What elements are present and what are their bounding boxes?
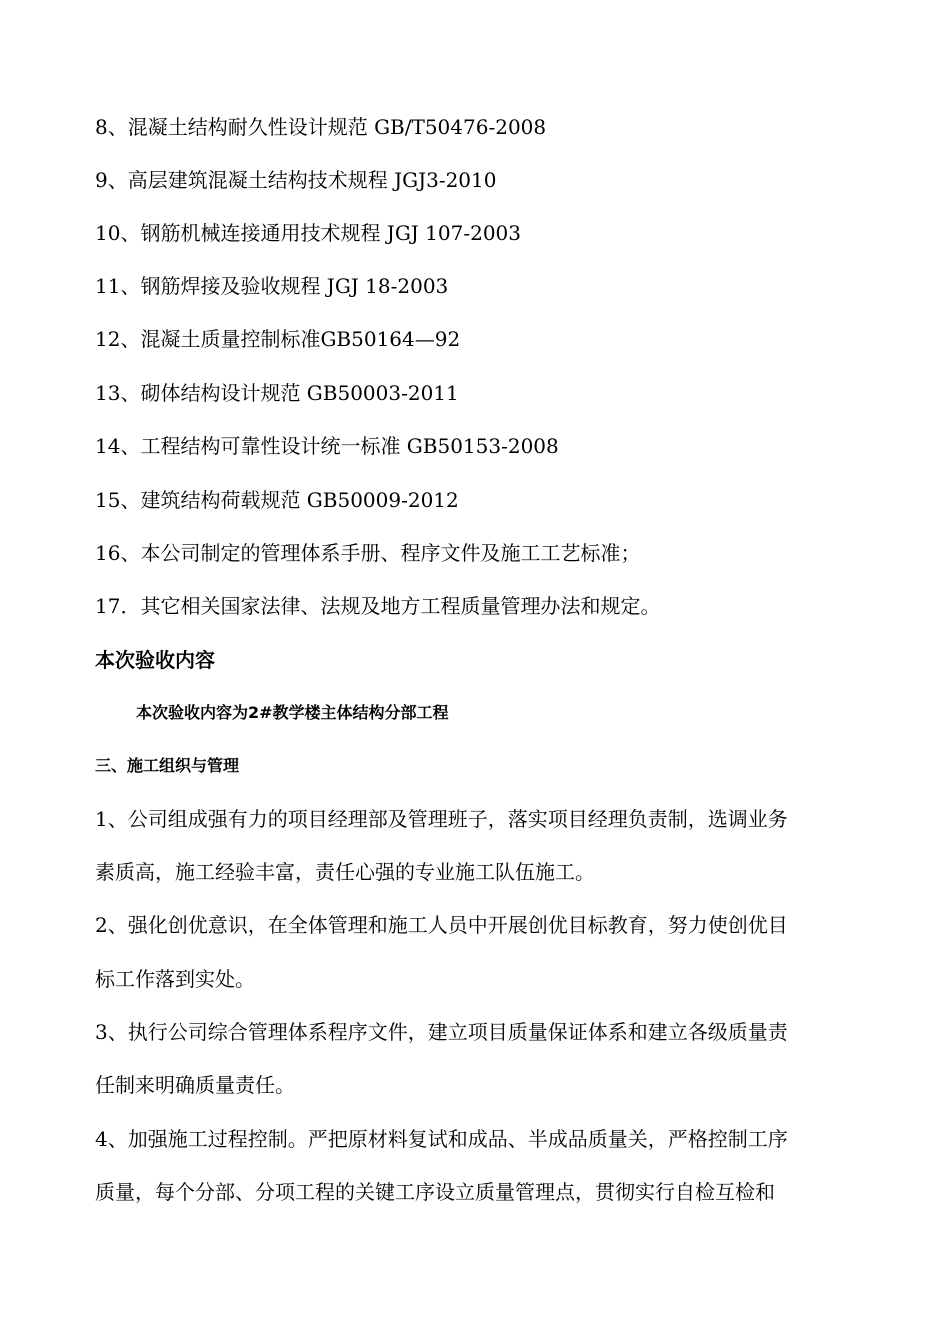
- acceptance-heading: 本次验收内容: [95, 648, 215, 672]
- paragraph-line: 素质高，施工经验丰富，责任心强的专业施工队伍施工。: [95, 860, 595, 884]
- standard-item: 17．其它相关国家法律、法规及地方工程质量管理办法和规定。: [95, 594, 661, 618]
- standard-item: 15、建筑结构荷载规范 GB50009-2012: [95, 488, 459, 512]
- paragraph-line: 1、公司组成强有力的项目经理部及管理班子，落实项目经理负责制，选调业务: [95, 807, 788, 831]
- organization-heading: 三、施工组织与管理: [95, 756, 240, 775]
- standard-item: 13、砌体结构设计规范 GB50003-2011: [95, 381, 459, 405]
- paragraph-line: 4、加强施工过程控制。严把原材料复试和成品、半成品质量关，严格控制工序: [95, 1127, 788, 1151]
- paragraph-line: 2、强化创优意识，在全体管理和施工人员中开展创优目标教育，努力使创优目: [95, 913, 788, 937]
- acceptance-body: 本次验收内容为2#教学楼主体结构分部工程: [136, 703, 449, 722]
- standard-item: 10、钢筋机械连接通用技术规程 JGJ 107-2003: [95, 221, 522, 245]
- paragraph-line: 质量，每个分部、分项工程的关键工序设立质量管理点，贯彻实行自检互检和: [95, 1180, 775, 1204]
- standard-item: 12、混凝土质量控制标准GB50164—92: [95, 327, 461, 351]
- standard-item: 9、高层建筑混凝土结构技术规程 JGJ3-2010: [95, 168, 497, 192]
- standard-item: 16、本公司制定的管理体系手册、程序文件及施工工艺标准；: [95, 541, 641, 565]
- standard-item: 8、混凝土结构耐久性设计规范 GB/T50476-2008: [95, 115, 547, 139]
- paragraph-line: 3、执行公司综合管理体系程序文件，建立项目质量保证体系和建立各级质量责: [95, 1020, 788, 1044]
- standard-item: 11、钢筋焊接及验收规程 JGJ 18-2003: [95, 274, 449, 298]
- paragraph-line: 标工作落到实处。: [95, 967, 255, 991]
- paragraph-line: 任制来明确质量责任。: [95, 1073, 295, 1097]
- standard-item: 14、工程结构可靠性设计统一标准 GB50153-2008: [95, 434, 559, 458]
